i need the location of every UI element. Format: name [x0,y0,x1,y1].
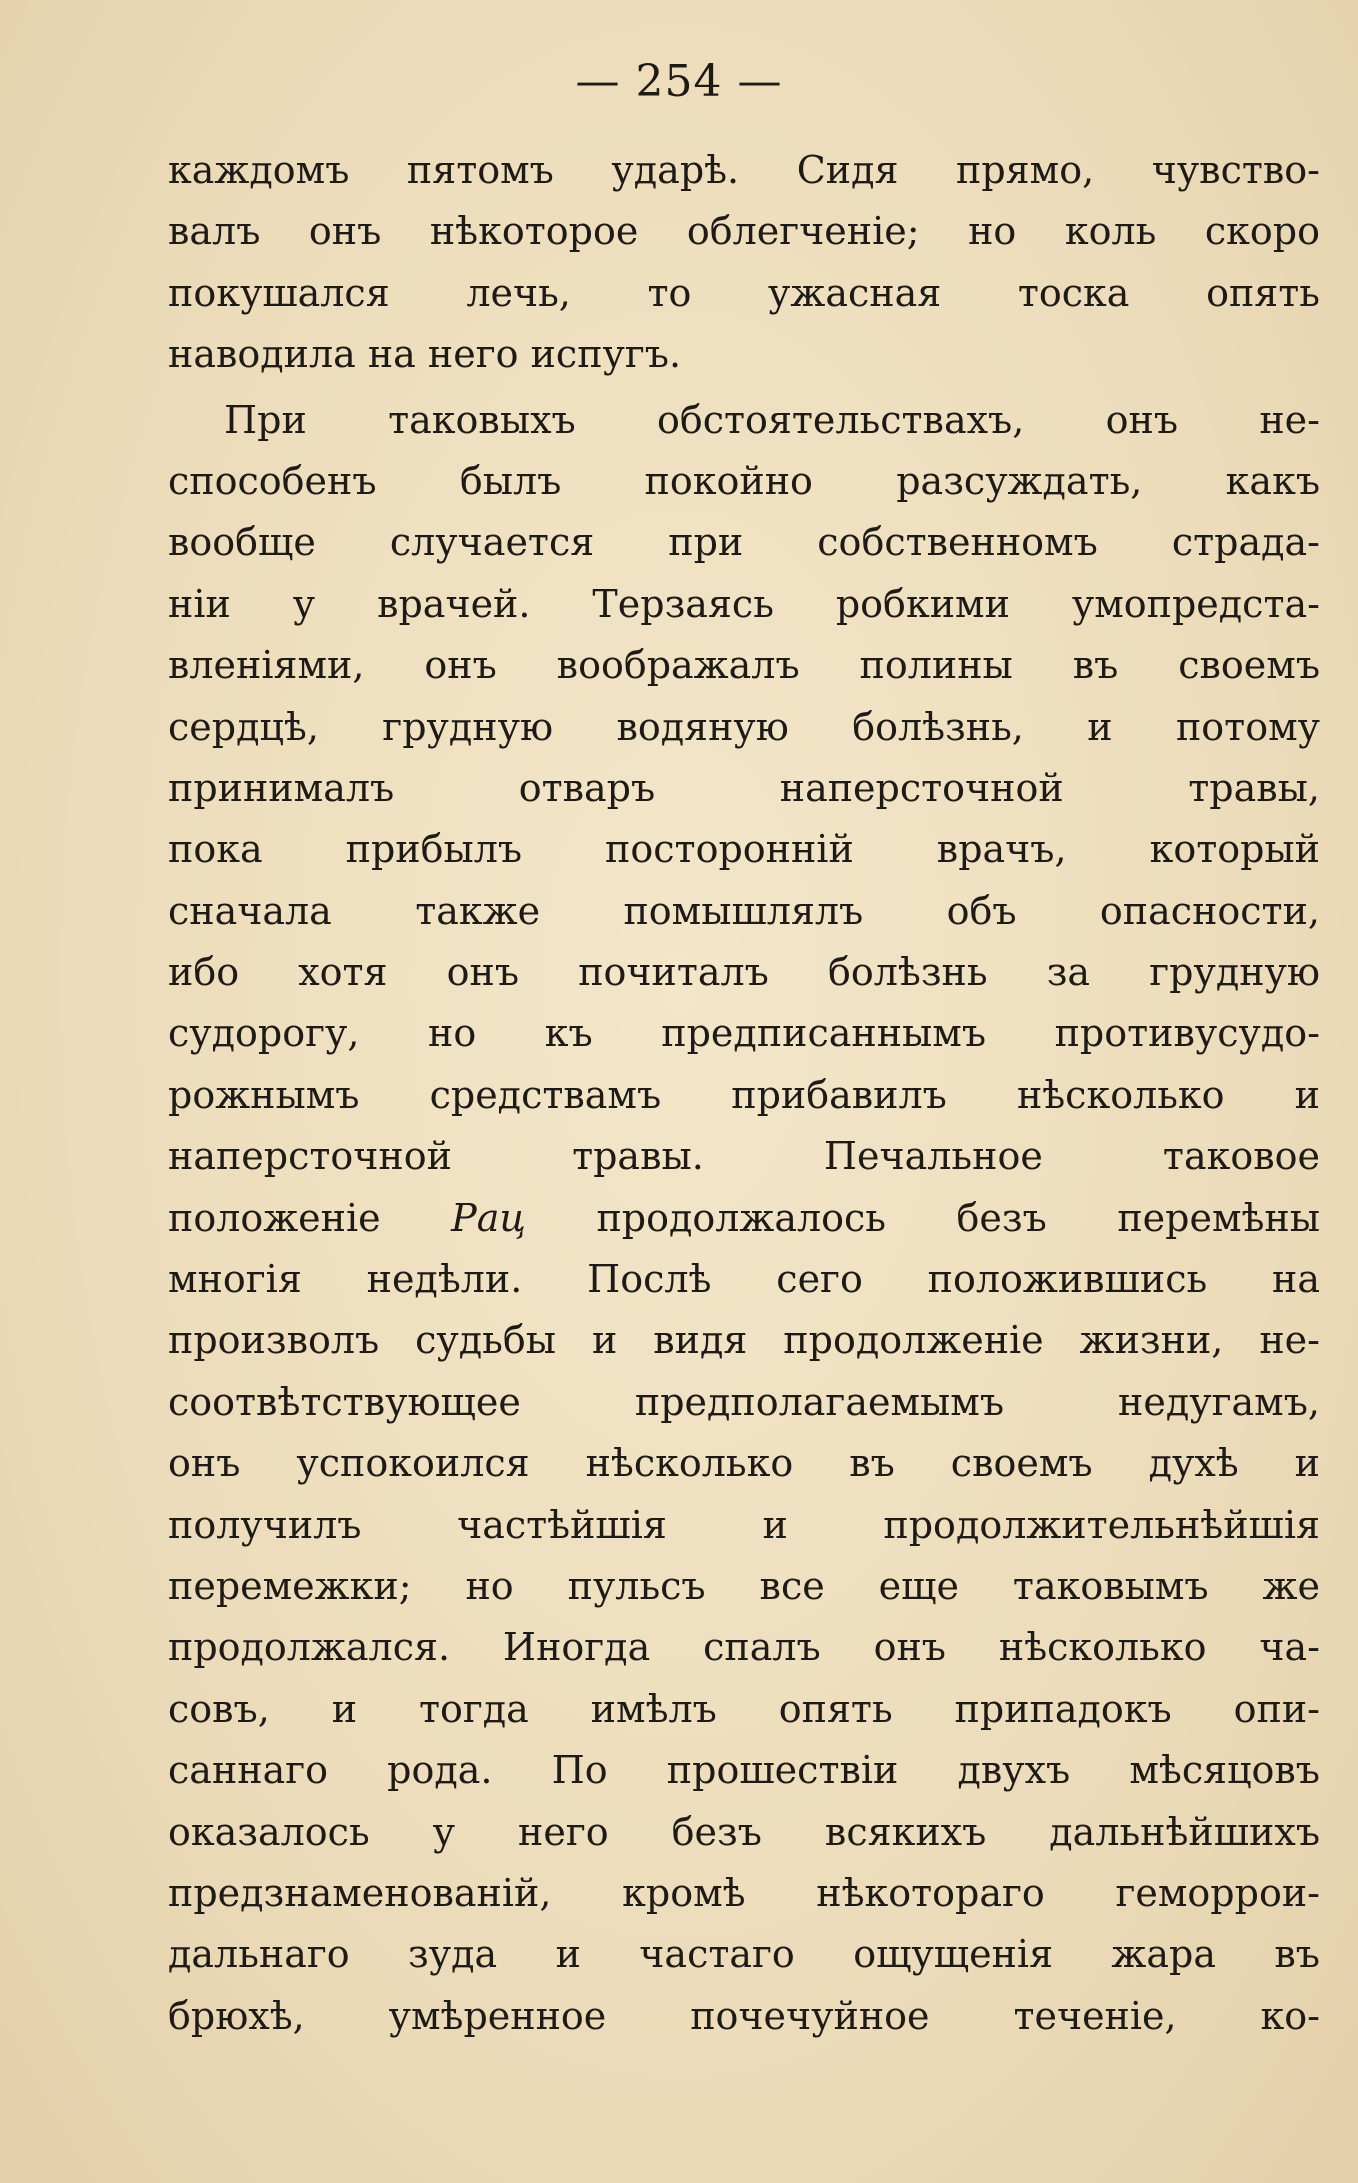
italic-name: Рац [451,1195,526,1240]
text-line: сердцѣ, грудную водяную болѣзнь, и потому [168,704,1320,749]
text-line: дальнаго зуда и частаго ощущенія жара въ [168,1932,1320,1977]
text-line: многія недѣли. Послѣ сего положившись на [168,1257,1320,1302]
text-line: оказалось у него безъ всякихъ дальнѣйшихъ [168,1809,1320,1854]
text-line: вообще случается при собственномъ страда- [168,520,1320,565]
text-line: наводила на него испугъ. [168,332,682,377]
text-line: брюхѣ, умѣренное почечуйное теченіе, ко- [168,1993,1320,2038]
text-line: онъ успокоился нѣсколько въ своемъ духѣ и [168,1441,1320,1486]
text-line: сначала также помышлялъ объ опасности, [168,888,1320,933]
text-line: судорогу, но къ предписаннымъ противусудо- [168,1011,1320,1056]
text-line: ибо хотя онъ почиталъ болѣзнь за грудную [168,950,1320,995]
text-line: валъ онъ нѣкоторое облегченіе; но коль скоро [168,209,1320,254]
text-line: произволъ судьбы и видя продолженіе жизни, не- [168,1318,1320,1363]
text-line: совъ, и тогда имѣлъ опять припадокъ опи- [168,1686,1320,1731]
text-line: продолжался. Иногда спалъ онъ нѣсколько ча- [168,1625,1320,1670]
text-line: принималъ отваръ наперсточной травы, [168,765,1320,810]
text-segment: положеніе [168,1195,452,1240]
text-line: наперсточной травы. Печальное таковое [168,1134,1320,1179]
text-line: пока прибылъ посторонній врачъ, который [168,827,1320,872]
text-line: предзнаменованій, кромѣ нѣкотораго геморрои- [168,1870,1320,1915]
text-line: ніи у врачей. Терзаясь робкими умопредста- [168,581,1320,626]
text-line [168,1188,1320,1249]
text-line: способенъ былъ покойно разсуждать, какъ [168,458,1320,503]
text-line: получилъ частѣйшія и продолжительнѣйшія [168,1502,1320,1547]
page-number: — 254 — [575,56,783,107]
body-text [168,140,1320,2047]
text-line: перемежки; но пульсъ все еще таковымъ же [168,1563,1320,1608]
text-line: вленіями, онъ воображалъ полины въ своемъ [168,643,1320,688]
text-line: каждомъ пятомъ ударѣ. Сидя прямо, чувство- [168,148,1320,192]
text-line: рожнымъ средствамъ прибавилъ нѣсколько и [168,1072,1320,1117]
text-line: соотвѣтствующее предполагаемымъ недугамъ, [168,1379,1320,1424]
text-line: При таковыхъ обстоятельствахъ, онъ не- [224,397,1320,442]
text-line: саннаго рода. По прошествіи двухъ мѣсяцовъ [168,1748,1320,1793]
text-segment: продолжалось безъ перемѣны [525,1195,1320,1240]
text-line: покушался лечь, то ужасная тоска опять [168,270,1320,315]
